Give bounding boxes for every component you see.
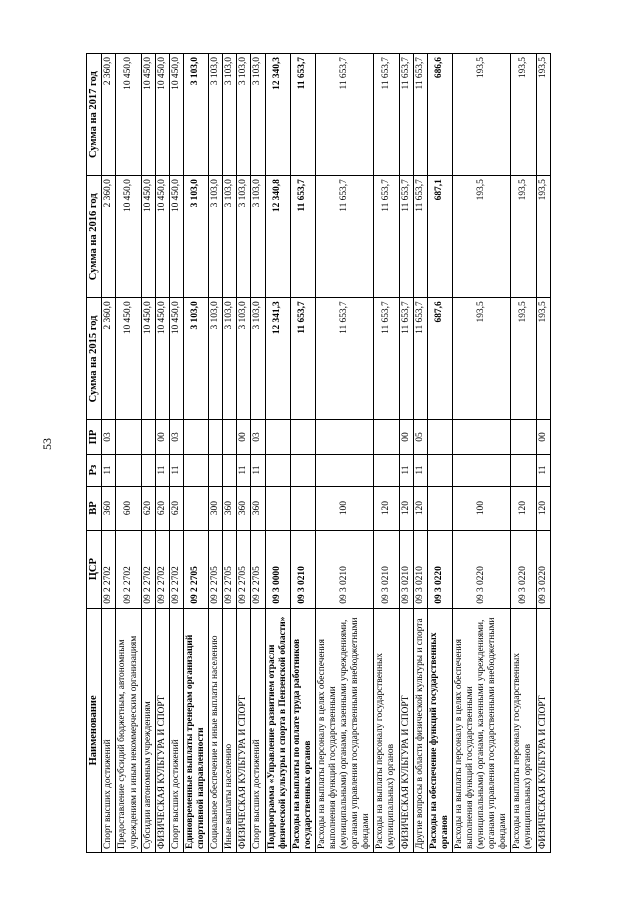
- cell-rz: 11: [399, 454, 413, 486]
- cell-pr: 03: [169, 420, 183, 454]
- cell-name: Иные выплаты населению: [223, 608, 237, 852]
- cell-rz: [223, 454, 237, 486]
- cell-rz: [116, 454, 141, 486]
- cell-csr: 09 3 0220: [511, 530, 536, 608]
- cell-sum-2017: 3 103,0: [209, 54, 223, 176]
- cell-csr: 09 2 2705: [251, 530, 265, 608]
- cell-sum-2016: 2 360,0: [102, 176, 116, 298]
- cell-pr: 00: [399, 420, 413, 454]
- table-row: [209, 54, 223, 853]
- cell-vr: [290, 486, 315, 530]
- cell-name: ФИЗИЧЕСКАЯ КУЛЬТУРА И СПОРТ: [155, 608, 169, 852]
- cell-pr: [265, 420, 290, 454]
- cell-rz: [452, 454, 510, 486]
- cell-rz: 11: [102, 454, 116, 486]
- table-row: [116, 54, 141, 853]
- table-row: [536, 54, 550, 853]
- cell-csr: 09 2 2705: [223, 530, 237, 608]
- cell-rz: 11: [251, 454, 265, 486]
- cell-rz: 11: [155, 454, 169, 486]
- cell-vr: [427, 486, 452, 530]
- cell-csr: 09 2 2705: [237, 530, 251, 608]
- cell-pr: [209, 420, 223, 454]
- cell-rz: 11: [536, 454, 550, 486]
- cell-sum-2017: 10 450,0: [141, 54, 155, 176]
- cell-name: Подпрограмма «Управление развитием отрасли физической культуры и спорта в Пензенской области»: [265, 608, 290, 852]
- cell-sum-2017: 193,5: [452, 54, 510, 176]
- cell-sum-2017: 2 360,0: [102, 54, 116, 176]
- table-row: [413, 54, 427, 853]
- cell-vr: [265, 486, 290, 530]
- cell-pr: [452, 420, 510, 454]
- table-row: [315, 54, 373, 853]
- cell-csr: 09 3 0220: [452, 530, 510, 608]
- cell-sum-2016: 193,5: [452, 176, 510, 298]
- cell-sum-2017: 12 340,3: [265, 54, 290, 176]
- cell-sum-2016: 11 653,7: [413, 176, 427, 298]
- table-row: [237, 54, 251, 853]
- cell-name: Расходы на выплаты персоналу в целях обеспечения выполнения функций государственными (муниципальными) органами, казенными учреждениями, органами управления государственными внебюджетными фондами: [315, 608, 373, 852]
- table-row: [155, 54, 169, 853]
- cell-sum-2017: 3 103,0: [251, 54, 265, 176]
- table-row: [265, 54, 290, 853]
- cell-sum-2016: 687,1: [427, 176, 452, 298]
- cell-csr: 09 3 0220: [427, 530, 452, 608]
- cell-sum-2016: 11 653,7: [399, 176, 413, 298]
- cell-sum-2017: 11 653,7: [290, 54, 315, 176]
- cell-name: Расходы на выплаты персоналу государственных (муниципальных) органов: [511, 608, 536, 852]
- cell-vr: 360: [223, 486, 237, 530]
- cell-rz: [374, 454, 399, 486]
- cell-sum-2016: 193,5: [511, 176, 536, 298]
- cell-sum-2017: 3 103,0: [237, 54, 251, 176]
- header-sum-2015: Сумма на 2015 год: [87, 298, 102, 420]
- cell-name: Спорт высших достижений: [169, 608, 183, 852]
- cell-pr: 05: [413, 420, 427, 454]
- cell-sum-2015: 10 450,0: [141, 298, 155, 420]
- table-row: [427, 54, 452, 853]
- cell-pr: [427, 420, 452, 454]
- cell-sum-2015: 3 103,0: [183, 298, 208, 420]
- cell-vr: 600: [116, 486, 141, 530]
- cell-name: Другие вопросы в области физической культуры и спорта: [413, 608, 427, 852]
- cell-sum-2015: 193,5: [511, 298, 536, 420]
- cell-csr: 09 2 2702: [102, 530, 116, 608]
- cell-rz: 11: [413, 454, 427, 486]
- cell-sum-2016: 11 653,7: [315, 176, 373, 298]
- cell-sum-2017: 3 103,0: [223, 54, 237, 176]
- table-row: [374, 54, 399, 853]
- cell-vr: 620: [169, 486, 183, 530]
- cell-name: ФИЗИЧЕСКАЯ КУЛЬТУРА И СПОРТ: [237, 608, 251, 852]
- cell-pr: [141, 420, 155, 454]
- cell-pr: 00: [155, 420, 169, 454]
- cell-pr: 03: [251, 420, 265, 454]
- cell-pr: [374, 420, 399, 454]
- table-row: [169, 54, 183, 853]
- cell-rz: [209, 454, 223, 486]
- cell-sum-2016: 10 450,0: [155, 176, 169, 298]
- cell-rz: [265, 454, 290, 486]
- cell-sum-2016: 3 103,0: [251, 176, 265, 298]
- table-row: [399, 54, 413, 853]
- cell-sum-2016: 11 653,7: [290, 176, 315, 298]
- cell-name: Социальное обеспечение и иные выплаты населению: [209, 608, 223, 852]
- cell-vr: 360: [251, 486, 265, 530]
- header-vr: ВР: [87, 486, 102, 530]
- cell-csr: 09 2 2702: [116, 530, 141, 608]
- cell-name: ФИЗИЧЕСКАЯ КУЛЬТУРА И СПОРТ: [399, 608, 413, 852]
- cell-sum-2017: 686,6: [427, 54, 452, 176]
- cell-sum-2017: 193,5: [511, 54, 536, 176]
- cell-name: Расходы на обеспечение функций государственных органов: [427, 608, 452, 852]
- cell-vr: 300: [209, 486, 223, 530]
- cell-vr: 120: [374, 486, 399, 530]
- cell-rz: 11: [237, 454, 251, 486]
- cell-sum-2016: 10 450,0: [169, 176, 183, 298]
- cell-pr: [315, 420, 373, 454]
- cell-sum-2015: 11 653,7: [413, 298, 427, 420]
- cell-vr: 360: [237, 486, 251, 530]
- cell-csr: 09 2 2702: [141, 530, 155, 608]
- table-row: [290, 54, 315, 853]
- cell-sum-2017: 3 103,0: [183, 54, 208, 176]
- cell-sum-2017: 11 653,7: [413, 54, 427, 176]
- cell-sum-2015: 11 653,7: [290, 298, 315, 420]
- cell-sum-2016: 12 340,8: [265, 176, 290, 298]
- cell-sum-2016: 3 103,0: [183, 176, 208, 298]
- cell-pr: 00: [237, 420, 251, 454]
- cell-pr: [511, 420, 536, 454]
- cell-sum-2017: 10 450,0: [155, 54, 169, 176]
- cell-sum-2015: 10 450,0: [169, 298, 183, 420]
- header-name: Наименование: [87, 608, 102, 852]
- cell-csr: 09 3 0210: [374, 530, 399, 608]
- cell-csr: 09 3 0220: [536, 530, 550, 608]
- table-row: [141, 54, 155, 853]
- cell-pr: [116, 420, 141, 454]
- cell-sum-2015: 3 103,0: [237, 298, 251, 420]
- cell-sum-2017: 10 450,0: [169, 54, 183, 176]
- cell-csr: 09 3 0210: [290, 530, 315, 608]
- cell-sum-2017: 193,5: [536, 54, 550, 176]
- cell-name: Спорт высших достижений: [102, 608, 116, 852]
- cell-rz: 11: [169, 454, 183, 486]
- cell-vr: 120: [511, 486, 536, 530]
- cell-sum-2017: 11 653,7: [399, 54, 413, 176]
- cell-vr: 100: [315, 486, 373, 530]
- cell-sum-2016: 193,5: [536, 176, 550, 298]
- cell-csr: 09 2 2705: [183, 530, 208, 608]
- page-number: 53: [40, 438, 54, 450]
- cell-rz: [183, 454, 208, 486]
- cell-sum-2015: 12 341,3: [265, 298, 290, 420]
- cell-rz: [427, 454, 452, 486]
- cell-name: Единовременные выплаты тренерам организаций спортивной направленности: [183, 608, 208, 852]
- cell-name: Расходы на выплаты по оплате труда работников государственных органов: [290, 608, 315, 852]
- cell-pr: [183, 420, 208, 454]
- table-row: [511, 54, 536, 853]
- table-body: [102, 54, 550, 853]
- cell-vr: 620: [141, 486, 155, 530]
- cell-pr: 00: [536, 420, 550, 454]
- table-row: [452, 54, 510, 853]
- table-row: [183, 54, 208, 853]
- cell-sum-2016: 3 103,0: [209, 176, 223, 298]
- cell-sum-2015: 11 653,7: [315, 298, 373, 420]
- cell-name: Расходы на выплаты персоналу государственных (муниципальных) органов: [374, 608, 399, 852]
- cell-vr: 120: [413, 486, 427, 530]
- cell-vr: 100: [452, 486, 510, 530]
- cell-sum-2016: 10 450,0: [141, 176, 155, 298]
- table-header-row: [87, 54, 102, 853]
- header-pr: ПР: [87, 420, 102, 454]
- cell-csr: 09 3 0210: [413, 530, 427, 608]
- cell-vr: [183, 486, 208, 530]
- cell-sum-2015: 193,5: [536, 298, 550, 420]
- budget-table: [86, 53, 551, 853]
- cell-sum-2017: 11 653,7: [315, 54, 373, 176]
- cell-csr: 09 3 0210: [399, 530, 413, 608]
- cell-pr: 03: [102, 420, 116, 454]
- header-sum-2016: Сумма на 2016 год: [87, 176, 102, 298]
- cell-sum-2015: 193,5: [452, 298, 510, 420]
- cell-vr: 620: [155, 486, 169, 530]
- cell-name: Предоставление субсидий бюджетным, автономным учреждениям и иным некоммерческим организациям: [116, 608, 141, 852]
- cell-pr: [223, 420, 237, 454]
- header-sum-2017: Сумма на 2017 год: [87, 54, 102, 176]
- rotated-page: [86, 53, 551, 853]
- table-row: [251, 54, 265, 853]
- cell-sum-2016: 10 450,0: [116, 176, 141, 298]
- cell-rz: [511, 454, 536, 486]
- cell-rz: [290, 454, 315, 486]
- cell-sum-2015: 10 450,0: [116, 298, 141, 420]
- cell-csr: 09 3 0000: [265, 530, 290, 608]
- cell-vr: 120: [536, 486, 550, 530]
- cell-sum-2015: 3 103,0: [251, 298, 265, 420]
- cell-name: Спорт высших достижений: [251, 608, 265, 852]
- cell-sum-2015: 3 103,0: [209, 298, 223, 420]
- cell-sum-2015: 2 360,0: [102, 298, 116, 420]
- cell-sum-2016: 11 653,7: [374, 176, 399, 298]
- header-rz: Рз: [87, 454, 102, 486]
- cell-vr: 120: [399, 486, 413, 530]
- cell-sum-2015: 11 653,7: [374, 298, 399, 420]
- cell-sum-2016: 3 103,0: [223, 176, 237, 298]
- cell-name: Расходы на выплаты персоналу в целях обеспечения выполнения функций государственными (муниципальными) органами, казенными учреждениями, органами управления государственными внебюджетными фондами: [452, 608, 510, 852]
- cell-name: Субсидии автономным учреждениям: [141, 608, 155, 852]
- cell-sum-2017: 11 653,7: [374, 54, 399, 176]
- cell-csr: 09 2 2702: [155, 530, 169, 608]
- cell-rz: [141, 454, 155, 486]
- cell-pr: [290, 420, 315, 454]
- cell-vr: 360: [102, 486, 116, 530]
- cell-csr: 09 2 2705: [209, 530, 223, 608]
- cell-sum-2015: 10 450,0: [155, 298, 169, 420]
- cell-sum-2015: 11 653,7: [399, 298, 413, 420]
- header-csr: ЦСР: [87, 530, 102, 608]
- table-row: [223, 54, 237, 853]
- cell-csr: 09 2 2702: [169, 530, 183, 608]
- cell-sum-2016: 3 103,0: [237, 176, 251, 298]
- cell-rz: [315, 454, 373, 486]
- cell-sum-2015: 687,6: [427, 298, 452, 420]
- table-row: [102, 54, 116, 853]
- cell-sum-2017: 10 450,0: [116, 54, 141, 176]
- cell-sum-2015: 3 103,0: [223, 298, 237, 420]
- cell-name: ФИЗИЧЕСКАЯ КУЛЬТУРА И СПОРТ: [536, 608, 550, 852]
- cell-csr: 09 3 0210: [315, 530, 373, 608]
